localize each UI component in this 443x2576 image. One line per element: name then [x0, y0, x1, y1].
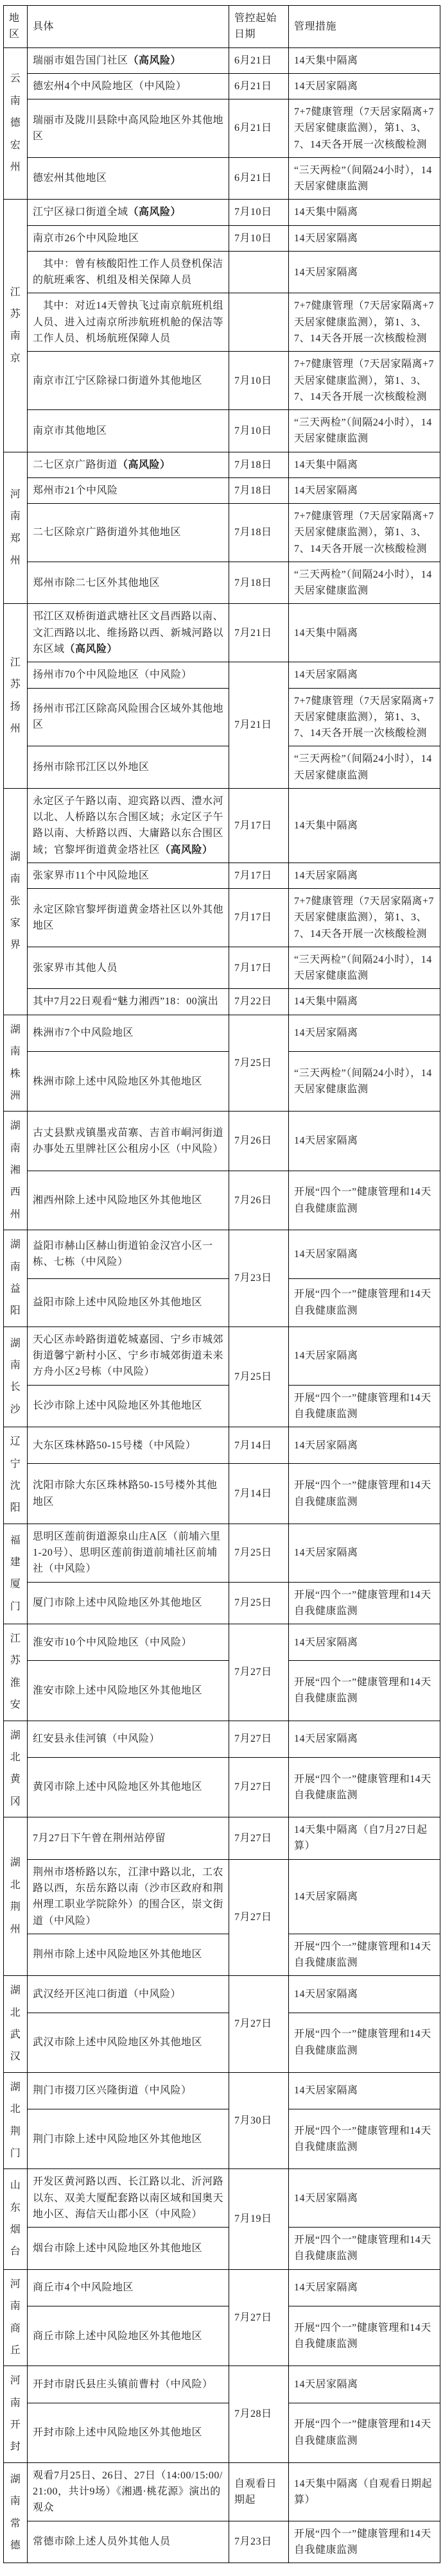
area-cell: 荆州市除上述中风险地区外其他地区: [28, 1934, 229, 1976]
measure-cell: 开展“四个一”健康管理和14天自我健康监测: [289, 2306, 440, 2366]
date-cell: 7月25日: [229, 1582, 289, 1624]
table-row: [4, 157, 440, 200]
measure-cell: 14天居家隔离: [289, 1721, 440, 1757]
date-cell: 7月25日: [229, 1015, 289, 1112]
region-cell: 湖北荆门: [4, 2072, 28, 2169]
date-cell: 7月17日: [229, 863, 289, 888]
table-row: [4, 477, 440, 503]
measure-cell: “三天两检”（间隔24小时），14天居家健康监测: [289, 746, 440, 789]
col-header-region: 地区: [4, 6, 28, 48]
date-cell: 7月10日: [229, 200, 289, 225]
area-cell: 南京市江宁区除禄口街道外其他地区: [28, 352, 229, 410]
table-row: [4, 352, 440, 410]
measure-cell: 开展“四个一”健康管理和14天自我健康监测: [289, 2521, 440, 2563]
area-cell: 荆州市塔桥路以东，江津中路以北，工农路以西，东岳东路以南（沙市区政府和荆州理工职业学院除外）的围合区，崇文街道（中风险）: [28, 1859, 229, 1934]
measure-cell: 7+7健康管理（7天居家隔离+7天居家健康监测），第1、3、7、14天各开展一次核酸检测: [289, 889, 440, 947]
table-row: [4, 452, 440, 477]
area-cell: [28, 200, 229, 225]
measure-cell: 7+7健康管理（7天居家隔离+7天居家健康监测），第1、3、7、14天各开展一次核酸检测: [289, 352, 440, 410]
measure-cell: 开展“四个一”健康管理和14天自我健康监测: [289, 2228, 440, 2270]
col-header-measure: 管理措施: [289, 6, 440, 48]
measure-cell: 开展“四个一”健康管理和14天自我健康监测: [289, 1934, 440, 1976]
area-cell: 思明区莲前街道源泉山庄A区（前埔六里1-20号）、思明区莲前街道前埔社区前埔社（中风险）: [28, 1524, 229, 1582]
region-cell: 湖南常德: [4, 2462, 28, 2563]
date-cell: 7月27日: [229, 1721, 289, 1757]
date-cell: 7月10日: [229, 352, 289, 410]
area-cell: 瑞丽市及陇川县除中高风险地区外其他地区: [28, 99, 229, 158]
region-cell: 湖南湘西州: [4, 1112, 28, 1230]
date-cell: 7月25日: [229, 1524, 289, 1582]
date-cell: 7月18日: [229, 504, 289, 562]
area-cell: [28, 452, 229, 477]
area-cell: 扬州市70个中风险地区（中风险）: [28, 662, 229, 688]
table-row: [4, 562, 440, 604]
table-row: [4, 1327, 440, 1385]
measure-cell: 7+7健康管理（7天居家隔离+7天居家健康监测），第1、3、7、14天各开展一次核酸检测: [289, 688, 440, 746]
area-cell: 郑州市除二七区外其他地区: [28, 562, 229, 604]
table-row: [4, 504, 440, 562]
table-row: [4, 1524, 440, 1582]
area-cell: 开封市除上述中风险地区外其他地区: [28, 2403, 229, 2462]
area-cell: 其中：曾有核酸阳性工作人员登机保洁的航班乘客、机组及相关保障人员: [28, 251, 229, 293]
region-cell: 山东烟台: [4, 2169, 28, 2269]
measure-cell: 14天居家隔离: [289, 1859, 440, 1934]
table-row: [4, 1278, 440, 1327]
measure-cell: 14天集中隔离: [289, 200, 440, 225]
area-cell: 其中：对近14天曾执飞过南京航班机组人员、进入过南京所涉航班机舱的保洁等工作人员、机场航班保障人员: [28, 293, 229, 352]
region-cell: 江苏南京: [4, 200, 28, 452]
area-cell: 荆门市除上述中风险地区外其他地区: [28, 2109, 229, 2169]
table-row: [4, 251, 440, 293]
area-cell: 古丈县默戎镇墨戎苗寨、吉首市峒河街道办事处五里牌社区公租房小区（中风险）: [28, 1112, 229, 1171]
date-cell: 7月21日: [229, 604, 289, 662]
table-row: [4, 200, 440, 225]
table-row: [4, 863, 440, 888]
table-row: [4, 2403, 440, 2462]
region-cell: 河南郑州: [4, 452, 28, 604]
measure-cell: 开展“四个一”健康管理和14天自我健康监测: [289, 2403, 440, 2462]
table-row: [4, 410, 440, 452]
date-cell: 7月26日: [229, 1112, 289, 1171]
table-row: [4, 989, 440, 1015]
table-row: [4, 1721, 440, 1757]
measure-cell: 14天居家隔离: [289, 662, 440, 688]
table-row: [4, 2072, 440, 2109]
measure-cell: 14天居家隔离: [289, 1327, 440, 1385]
risk-level-bold: （高风险）: [117, 459, 171, 470]
area-cell: 开封市尉氏县庄头镇前曹村（中风险）: [28, 2366, 229, 2403]
table-row: [4, 2521, 440, 2563]
measure-cell: 开展“四个一”健康管理和14天自我健康监测: [289, 1278, 440, 1327]
region-cell: 湖南益阳: [4, 1230, 28, 1327]
table-row: [4, 688, 440, 746]
table-row: [4, 2462, 440, 2521]
measure-cell: 14天居家隔离: [289, 1112, 440, 1171]
measure-cell: 14天居家隔离: [289, 1624, 440, 1661]
table-row: [4, 293, 440, 352]
date-cell: 7月21日: [229, 662, 289, 789]
measure-cell: 开展“四个一”健康管理和14天自我健康监测: [289, 1757, 440, 1817]
table-row: [4, 604, 440, 662]
area-cell: 大东区珠林路50-15号楼（中风险）: [28, 1427, 229, 1464]
measure-cell: 开展“四个一”健康管理和14天自我健康监测: [289, 2013, 440, 2072]
area-cell: 荆门市掇刀区兴隆街道（中风险）: [28, 2072, 229, 2109]
area-cell: 商丘市除上述中风险地区外其他地区: [28, 2306, 229, 2366]
date-cell: 7月18日: [229, 562, 289, 604]
area-cell: 株洲市7个中风险地区: [28, 1015, 229, 1051]
area-cell: 黄冈市除上述中风险地区外其他地区: [28, 1757, 229, 1817]
area-cell: 观看7月25日、26日、27日（14:00/15:00/21:00，共计9场）《湘遇·桃花源》演出的观众: [28, 2462, 229, 2521]
measure-cell: 开展“四个一”健康管理和14天自我健康监测: [289, 1661, 440, 1721]
measure-cell: 14天居家隔离: [289, 2366, 440, 2403]
area-cell: 厦门市除上述中风险地区外其他地区: [28, 1582, 229, 1624]
area-cell: 开发区黄河路以西、长江路以北、沂河路以东、双美大厦配套路以南区域和国奥天地小区、海信天山郡小区（中风险）: [28, 2169, 229, 2228]
risk-level-bold: （高风险）: [64, 643, 118, 655]
date-cell: 7月14日: [229, 1427, 289, 1464]
date-cell: 7月27日: [229, 1624, 289, 1721]
table-row: [4, 2228, 440, 2270]
measure-cell: 14天居家隔离: [289, 1230, 440, 1278]
area-cell: 德宏州4个中风险地区（中风险）: [28, 73, 229, 99]
date-cell: 7月27日: [229, 1976, 289, 2073]
table-row: [4, 947, 440, 989]
measure-cell: 14天居家隔离: [289, 251, 440, 293]
measure-cell: 14天居家隔离: [289, 2072, 440, 2109]
measure-cell: 14天集中隔离（自7月27日起算）: [289, 1817, 440, 1860]
table-row: [4, 1052, 440, 1112]
region-cell: 湖南长沙: [4, 1327, 28, 1427]
date-cell: 7月10日: [229, 410, 289, 452]
region-cell: 江苏扬州: [4, 604, 28, 788]
area-cell: 南京市26个中风险地区: [28, 225, 229, 251]
region-cell: 湖北武汉: [4, 1976, 28, 2073]
area-cell: 天心区赤岭路街道乾城嘉园、宁乡市城郊街道馨宁新村小区、宁乡市城郊街道未来方舟小区2号栋（中风险）: [28, 1327, 229, 1385]
table-row: [4, 2013, 440, 2072]
measure-cell: 14天居家隔离: [289, 1427, 440, 1464]
table-row: [4, 73, 440, 99]
table-row: [4, 1757, 440, 1817]
table-row: [4, 889, 440, 947]
date-cell: 7月22日: [229, 989, 289, 1015]
table-row: [4, 1817, 440, 1860]
area-cell: 扬州市邗江区除高风险围合区域外其他地区: [28, 688, 229, 746]
table-row: [4, 99, 440, 158]
region-cell: 云南德宏州: [4, 47, 28, 200]
table-row: [4, 1171, 440, 1230]
region-cell: 河南开封: [4, 2366, 28, 2463]
date-cell: [229, 251, 289, 293]
date-cell: 7月14日: [229, 1464, 289, 1524]
table-row: [4, 2109, 440, 2169]
risk-level-bold: （高风险）: [128, 55, 182, 66]
measure-cell: 14天集中隔离（自观看日期起算）: [289, 2462, 440, 2521]
date-cell: 7月23日: [229, 2521, 289, 2563]
area-cell: 郑州市21个中风险: [28, 477, 229, 503]
date-cell: 6月21日: [229, 73, 289, 99]
measure-cell: “三天两检”（间隔24小时），14天居家健康监测: [289, 947, 440, 989]
date-cell: 7月27日: [229, 1757, 289, 1817]
table-row: [4, 1934, 440, 1976]
area-cell: [28, 604, 229, 662]
measure-cell: 14天集中隔离: [289, 452, 440, 477]
area-cell: 扬州市除邗江区以外地区: [28, 746, 229, 789]
area-cell: 永定区除官黎坪街道黄金塔社区以外其他地区: [28, 889, 229, 947]
area-cell: 南京市其他地区: [28, 410, 229, 452]
date-cell: 6月21日: [229, 157, 289, 200]
area-text: 二七区京广路街道: [33, 459, 118, 470]
risk-area-table: [3, 5, 440, 2563]
measure-cell: “三天两检”（间隔24小时），14天居家健康监测: [289, 157, 440, 200]
measure-cell: 开展“四个一”健康管理和14天自我健康监测: [289, 1464, 440, 1524]
table-row: [4, 2366, 440, 2403]
measure-cell: 14天集中隔离: [289, 604, 440, 662]
date-cell: 7月27日: [229, 1817, 289, 1860]
date-cell: 7月19日: [229, 2169, 289, 2269]
region-cell: 福建厦门: [4, 1524, 28, 1624]
area-cell: 张家界市其他人员: [28, 947, 229, 989]
area-text: 永定区子午路以南、迎宾路以西、澧水河以北、人桥路以东合围区域；永定区子午路以南、大桥路以西、大庸路以东合围区域；官黎坪街道黄金塔社区: [33, 795, 224, 855]
date-cell: 6月21日: [229, 47, 289, 73]
region-cell: 江苏淮安: [4, 1624, 28, 1721]
measure-cell: 开展“四个一”健康管理和14天自我健康监测: [289, 2109, 440, 2169]
table-row: [4, 1624, 440, 1661]
table-row: [4, 1427, 440, 1464]
date-cell: 7月28日: [229, 2366, 289, 2463]
date-cell: 7月10日: [229, 225, 289, 251]
region-cell: 湖南张家界: [4, 788, 28, 1015]
table-row: [4, 2269, 440, 2306]
measure-cell: “三天两检”（间隔24小时），14天居家健康监测: [289, 562, 440, 604]
date-cell: 7月26日: [229, 1171, 289, 1230]
col-header-date: 管控起始日期: [229, 6, 289, 48]
table-row: [4, 1015, 440, 1051]
date-cell: 7月17日: [229, 889, 289, 947]
measure-cell: 14天居家隔离: [289, 1015, 440, 1051]
area-cell: 张家界市11个中风险地区: [28, 863, 229, 888]
measure-cell: “三天两检”（间隔24小时），14天居家健康监测: [289, 1052, 440, 1112]
table-row: [4, 662, 440, 688]
area-cell: 株洲市除上述中风险地区外其他地区: [28, 1052, 229, 1112]
area-cell: 益阳市赫山区赫山街道铂金汉宫小区一栋、七栋（中风险）: [28, 1230, 229, 1278]
area-cell: 淮安市10个中风险地区（中风险）: [28, 1624, 229, 1661]
area-cell: 其中7月22日观看“魅力湘西”18：00演出: [28, 989, 229, 1015]
area-cell: 淮安市除上述中风险地区外其他地区: [28, 1661, 229, 1721]
area-cell: 沈阳市除大东区珠林路50-15号楼外其他地区: [28, 1464, 229, 1524]
date-cell: 6月21日: [229, 99, 289, 158]
area-text: 邗江区双桥街道武塘社区文昌西路以南、文汇西路以北、维扬路以西、新城河路以东区域: [33, 611, 224, 655]
area-cell: 7月27日下午曾在荆州站停留: [28, 1817, 229, 1860]
date-cell: 7月18日: [229, 452, 289, 477]
table-row: [4, 746, 440, 789]
area-cell: 武汉经开区沌口街道（中风险）: [28, 1976, 229, 2013]
table-row: [4, 47, 440, 73]
table-row: [4, 1582, 440, 1624]
area-cell: 德宏州其他地区: [28, 157, 229, 200]
area-cell: 商丘市4个中风险地区: [28, 2269, 229, 2306]
area-cell: 烟台市除上述中风险地区外其他地区: [28, 2228, 229, 2270]
date-cell: 7月17日: [229, 788, 289, 863]
table-row: [4, 1112, 440, 1171]
measure-cell: 开展“四个一”健康管理和14天自我健康监测: [289, 1582, 440, 1624]
area-cell: 湘西州除上述中风险地区外其他地区: [28, 1171, 229, 1230]
table-row: [4, 1859, 440, 1934]
table-row: [4, 1385, 440, 1427]
date-cell: 7月27日: [229, 2269, 289, 2366]
date-cell: [229, 293, 289, 352]
date-cell: 自观看日期起: [229, 2462, 289, 2521]
measure-cell: 7+7健康管理（7天居家隔离+7天居家健康监测），第1、3、7、14天各开展一次核酸检测: [289, 504, 440, 562]
area-cell: [28, 788, 229, 863]
date-cell: 7月25日: [229, 1327, 289, 1427]
col-header-area: 具体: [28, 6, 229, 48]
measure-cell: 14天居家隔离: [289, 73, 440, 99]
risk-level-bold: （高风险）: [160, 844, 213, 855]
table-row: [4, 1464, 440, 1524]
measure-cell: 14天居家隔离: [289, 477, 440, 503]
table-row: [4, 1230, 440, 1278]
measure-cell: 14天居家隔离: [289, 225, 440, 251]
measure-cell: 14天集中隔离: [289, 989, 440, 1015]
measure-cell: 14天居家隔离: [289, 1976, 440, 2013]
area-text: 江宁区禄口街道全域: [33, 207, 128, 218]
region-cell: 湖南株洲: [4, 1015, 28, 1112]
region-cell: 湖北黄冈: [4, 1721, 28, 1817]
region-cell: 河南商丘: [4, 2269, 28, 2366]
table-header-row: [4, 6, 440, 48]
measure-cell: 开展“四个一”健康管理和14天自我健康监测: [289, 1171, 440, 1230]
area-text: 瑞丽市姐告国门社区: [33, 55, 128, 66]
table-row: [4, 2306, 440, 2366]
risk-level-bold: （高风险）: [128, 207, 182, 218]
table-row: [4, 2169, 440, 2228]
measure-cell: 14天居家隔离: [289, 2269, 440, 2306]
table-row: [4, 788, 440, 863]
measure-cell: 14天集中隔离: [289, 47, 440, 73]
measure-cell: 7+7健康管理（7天居家隔离+7天居家健康监测），第1、3、7、14天各开展一次核酸检测: [289, 99, 440, 158]
measure-cell: 开展“四个一”健康管理和14天自我健康监测: [289, 1385, 440, 1427]
area-cell: 长沙市除上述中风险地区外其他地区: [28, 1385, 229, 1427]
region-cell: 湖北荆州: [4, 1817, 28, 1976]
date-cell: 7月18日: [229, 477, 289, 503]
date-cell: 7月17日: [229, 947, 289, 989]
measure-cell: 14天居家隔离: [289, 863, 440, 888]
area-cell: 红安县永佳河镇（中风险）: [28, 1721, 229, 1757]
date-cell: 7月27日: [229, 1859, 289, 1976]
date-cell: 7月30日: [229, 2072, 289, 2169]
area-cell: 常德市除上述人员外其他人员: [28, 2521, 229, 2563]
measure-cell: 14天居家隔离: [289, 1524, 440, 1582]
table-row: [4, 225, 440, 251]
region-cell: 辽宁沈阳: [4, 1427, 28, 1524]
area-cell: 武汉市除上述中风险地区外其他地区: [28, 2013, 229, 2072]
area-cell: 二七区除京广路街道外其他地区: [28, 504, 229, 562]
area-cell: 益阳市除上述中风险地区外其他地区: [28, 1278, 229, 1327]
table-row: [4, 1976, 440, 2013]
date-cell: 7月23日: [229, 1230, 289, 1327]
measure-cell: 14天居家隔离: [289, 2169, 440, 2228]
measure-cell: 14天集中隔离: [289, 788, 440, 863]
measure-cell: 7+7健康管理（7天居家隔离+7天居家健康监测），第1、3、7、14天各开展一次核酸检测: [289, 293, 440, 352]
table-row: [4, 1661, 440, 1721]
area-cell: [28, 47, 229, 73]
measure-cell: “三天两检”（间隔24小时），14天居家健康监测: [289, 410, 440, 452]
